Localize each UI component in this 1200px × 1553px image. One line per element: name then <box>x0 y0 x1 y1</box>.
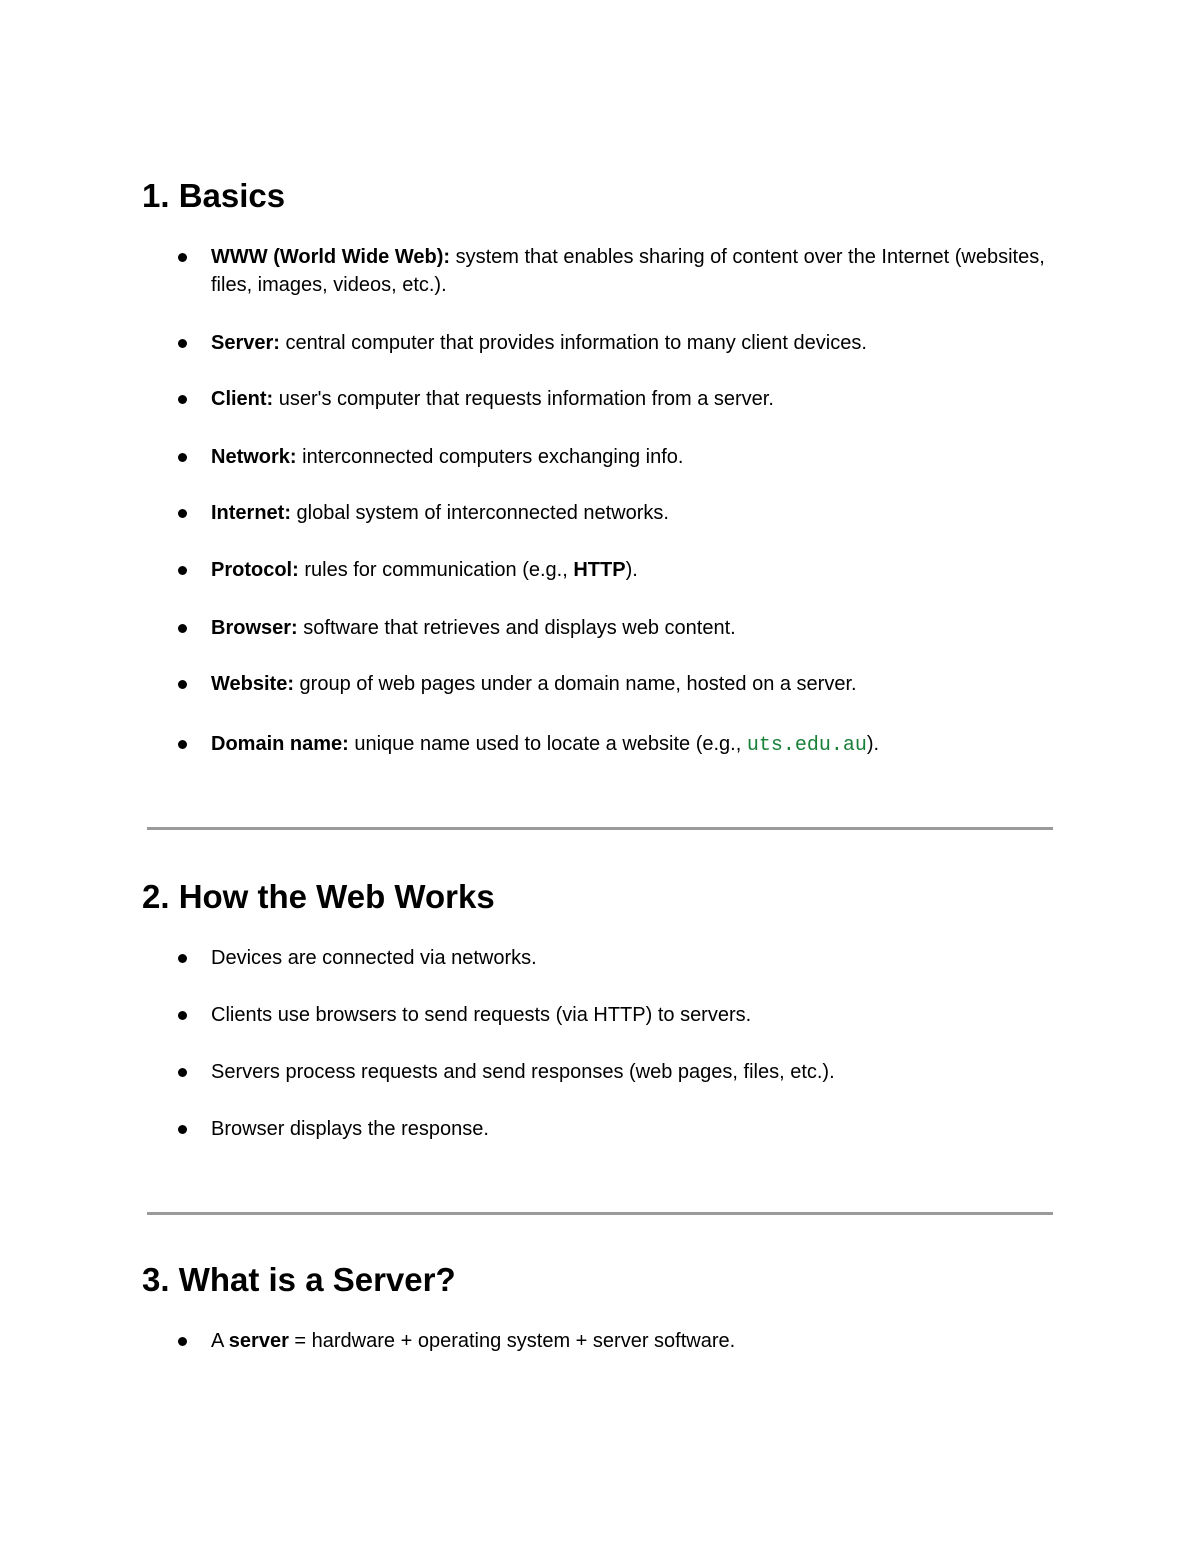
bullet-icon <box>178 1011 187 1020</box>
list-item: Browser displays the response. <box>211 1115 1051 1143</box>
list-item: Browser: software that retrieves and displays web content. <box>211 614 1051 642</box>
list-item: Protocol: rules for communication (e.g., HTTP). <box>211 556 1051 584</box>
bullet-icon <box>178 740 187 749</box>
bullet-icon <box>178 253 187 262</box>
list-item: Network: interconnected computers exchanging info. <box>211 443 1051 471</box>
list-item: Domain name: unique name used to locate a website (e.g., uts.edu.au). <box>211 730 1051 760</box>
bullet-icon <box>178 1068 187 1077</box>
list-item: Clients use browsers to send requests (via HTTP) to servers. <box>211 1001 1051 1029</box>
list-item: Internet: global system of interconnected networks. <box>211 499 1051 527</box>
section-divider <box>147 1212 1053 1215</box>
list-item: Client: user's computer that requests information from a server. <box>211 385 1051 413</box>
bullet-icon <box>178 395 187 404</box>
list-item: Server: central computer that provides information to many client devices. <box>211 329 1051 357</box>
bullet-icon <box>178 566 187 575</box>
bullet-icon <box>178 1125 187 1134</box>
bullet-icon <box>178 453 187 462</box>
bullet-icon <box>178 954 187 963</box>
domain-example-code: uts.edu.au <box>746 734 867 757</box>
section-heading-how-the-web-works: 2. How the Web Works <box>142 878 495 915</box>
section-heading-basics: 1. Basics <box>142 177 286 214</box>
bullet-icon <box>178 509 187 518</box>
bullet-icon <box>178 624 187 633</box>
bullet-icon <box>178 680 187 689</box>
list-item: A server = hardware + operating system + server software. <box>211 1327 1051 1355</box>
bullet-icon <box>178 339 187 348</box>
section-heading-what-is-a-server: 3. What is a Server? <box>142 1261 456 1298</box>
list-item: Website: group of web pages under a domain name, hosted on a server. <box>211 670 1051 698</box>
list-item: Servers process requests and send responses (web pages, files, etc.). <box>211 1058 1051 1086</box>
bullet-icon <box>178 1337 187 1346</box>
list-item: Devices are connected via networks. <box>211 944 1051 972</box>
section-divider <box>147 827 1053 830</box>
list-item: WWW (World Wide Web): system that enables sharing of content over the Internet (websites, files, images, videos, etc.). <box>211 243 1051 299</box>
